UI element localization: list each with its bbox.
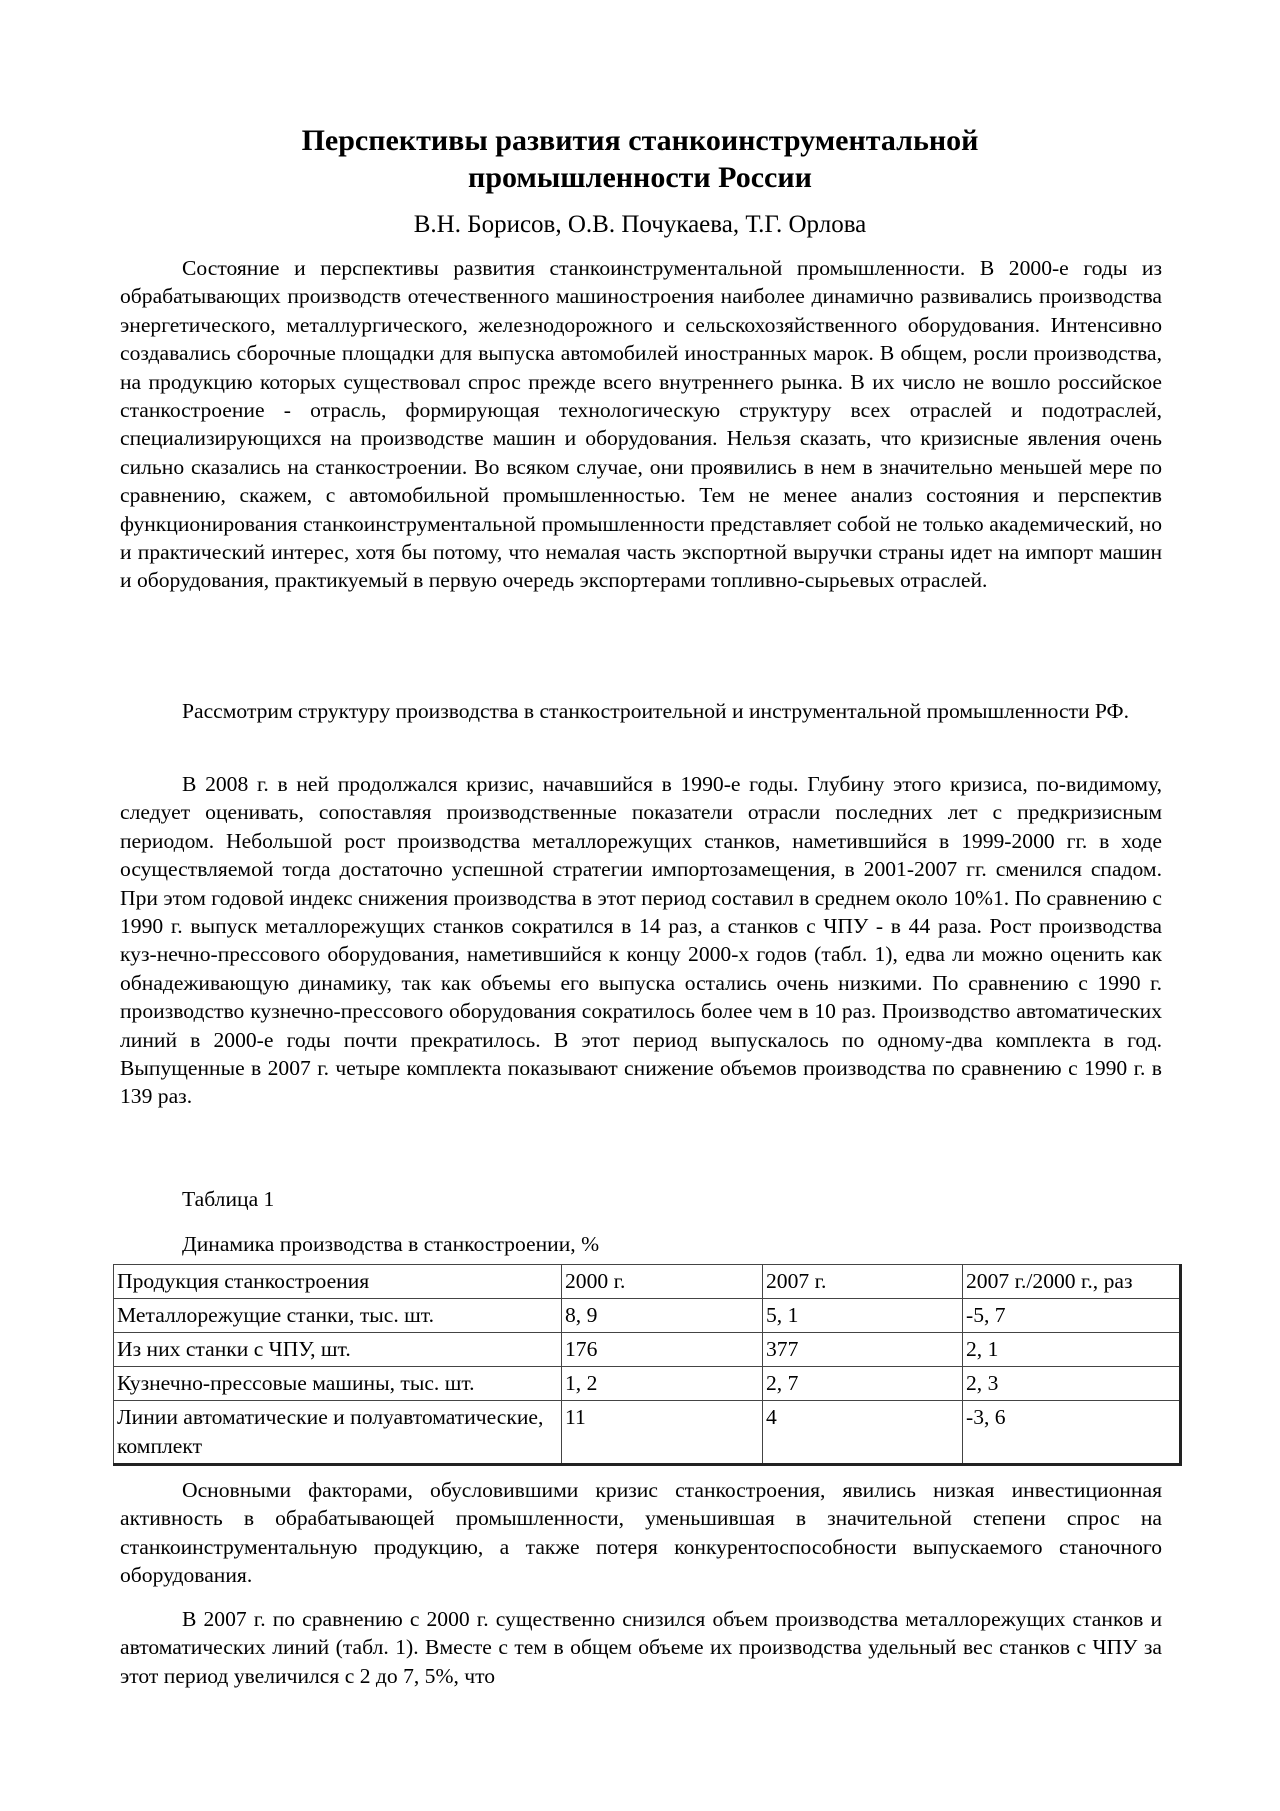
- table-header-row: [114, 1265, 1181, 1299]
- table-cell: -3, 6: [963, 1401, 1181, 1465]
- table-row: [114, 1299, 1181, 1333]
- paragraph-crisis: В 2008 г. в ней продолжался кризис, начавшийся в 1990-е годы. Глубину этого кризиса, по-видимому, следует оценивать, сопоставляя производственные показатели отрасли последних лет с предкризисным периодом. Небольшой рост производства металлорежущих станков, наметившийся в 1999-2000 гг. в ходе осуществляемой тогда достаточно успешной стратегии импортозамещения, в 2001-2007 гг. сменился спадом. При этом годовой индекс снижения производства в этот период составил в среднем около 10%1. По сравнению с 1990 г. выпуск металлорежущих станков сократился в 14 раз, а станков с ЧПУ - в 44 раза. Рост производства куз-нечно-прессового оборудования, наметившийся к концу 2000-х годов (табл. 1), едва ли можно оценить как обнадеживающую динамику, так как объемы его выпуска остались очень низкими. По сравнению с 1990 г. производство кузнечно-прессового оборудования сократилось более чем в 10 раз. Производство автоматических линий в 2000-е годы почти прекратилось. В этот период выпускалось по одному-два комплекта в год. Выпущенные в 2007 г. четыре комплекта показывают снижение объемов производства по сравнению с 1990 г. в 139 раз.: [120, 772, 1162, 1109]
- paragraph-intro: Состояние и перспективы развития станкоинструментальной промышленности. В 2000-е годы из обрабатывающих производств отечественного машиностроения наиболее динамично развивались производства энергетического, металлургического, железнодорожного и сельскохозяйственного оборудования. Интенсивно создавались сборочные площадки для выпуска автомобилей иностранных марок. В общем, росли производства, на продукцию которых существовал спрос прежде всего внутреннего рынка. В их число не вошло российское станкостроение - отрасль, формирующая технологическую структуру всех отраслей и подотраслей, специализирующихся на производстве машин и оборудования. Нельзя сказать, что кризисные явления очень сильно сказались на станкостроении. Во всяком случае, они проявились в нем в значительно меньшей мере по сравнению, скажем, с автомобильной промышленностью. Тем не менее анализ состояния и перспектив функционирования станкоинструментальной промышленности представляет собой не только академический, но и практический интерес, хотя бы потому, что немалая часть экспортной выручки страны идет на импорт машин и оборудования, практикуемый в первую очередь экспортерами топливно-сырьевых отраслей.: [120, 256, 1162, 593]
- table-cell: Из них станки с ЧПУ, шт.: [114, 1333, 562, 1367]
- table-caption: Динамика производства в станкостроении, %: [182, 1232, 600, 1256]
- title-line-1: Перспективы развития станкоинструментальной: [301, 124, 979, 157]
- table-cell: 1, 2: [562, 1367, 763, 1401]
- article-title: [120, 122, 1160, 196]
- table-header-cell: 2007 г.: [763, 1265, 963, 1299]
- title-line-2: промышленности России: [468, 161, 812, 194]
- table-row: [114, 1367, 1181, 1401]
- table-cell: 11: [562, 1401, 763, 1465]
- table-row: [114, 1333, 1181, 1367]
- table-cell: Кузнечно-прессовые машины, тыс. шт.: [114, 1367, 562, 1401]
- authors: В.Н. Борисов, О.В. Почукаева, Т.Г. Орлова: [413, 211, 867, 238]
- table-label: Таблица 1: [182, 1187, 275, 1211]
- table-cell: Металлорежущие станки, тыс. шт.: [114, 1299, 562, 1333]
- table-cell: 176: [562, 1333, 763, 1367]
- table-cell: 2, 7: [763, 1367, 963, 1401]
- table-cell: 2, 3: [963, 1367, 1181, 1401]
- paragraph-2007: В 2007 г. по сравнению с 2000 г. существенно снизился объем производства металлорежущих станков и автоматических линий (табл. 1). Вместе с тем в общем объеме их производства удельный вес станков с ЧПУ за этот период увеличился с 2 до 7, 5%, что: [120, 1607, 1162, 1688]
- table-cell: 4: [763, 1401, 963, 1465]
- table-cell: -5, 7: [963, 1299, 1181, 1333]
- paragraph-factors: Основными факторами, обусловившими кризис станкостроения, явились низкая инвестиционная активность в обрабатывающей промышленности, уменьшившая в значительной степени спрос на станкоинструментальную продукцию, а также потеря конкурентоспособности выпускаемого станочного оборудования.: [120, 1478, 1162, 1588]
- table-cell: 5, 1: [763, 1299, 963, 1333]
- table-cell: 8, 9: [562, 1299, 763, 1333]
- table-cell: Линии автоматические и полуавтоматические, комплект: [114, 1401, 562, 1465]
- production-table: [113, 1264, 1182, 1466]
- table-header-cell: 2000 г.: [562, 1265, 763, 1299]
- table-cell: 377: [763, 1333, 963, 1367]
- paragraph-structure: Рассмотрим структуру производства в станкостроительной и инструментальной промышленности РФ.: [182, 699, 1130, 723]
- table-header-cell: 2007 г./2000 г., раз: [963, 1265, 1181, 1299]
- table-cell: 2, 1: [963, 1333, 1181, 1367]
- table-header-cell: Продукция станкостроения: [114, 1265, 562, 1299]
- table-row: [114, 1401, 1181, 1465]
